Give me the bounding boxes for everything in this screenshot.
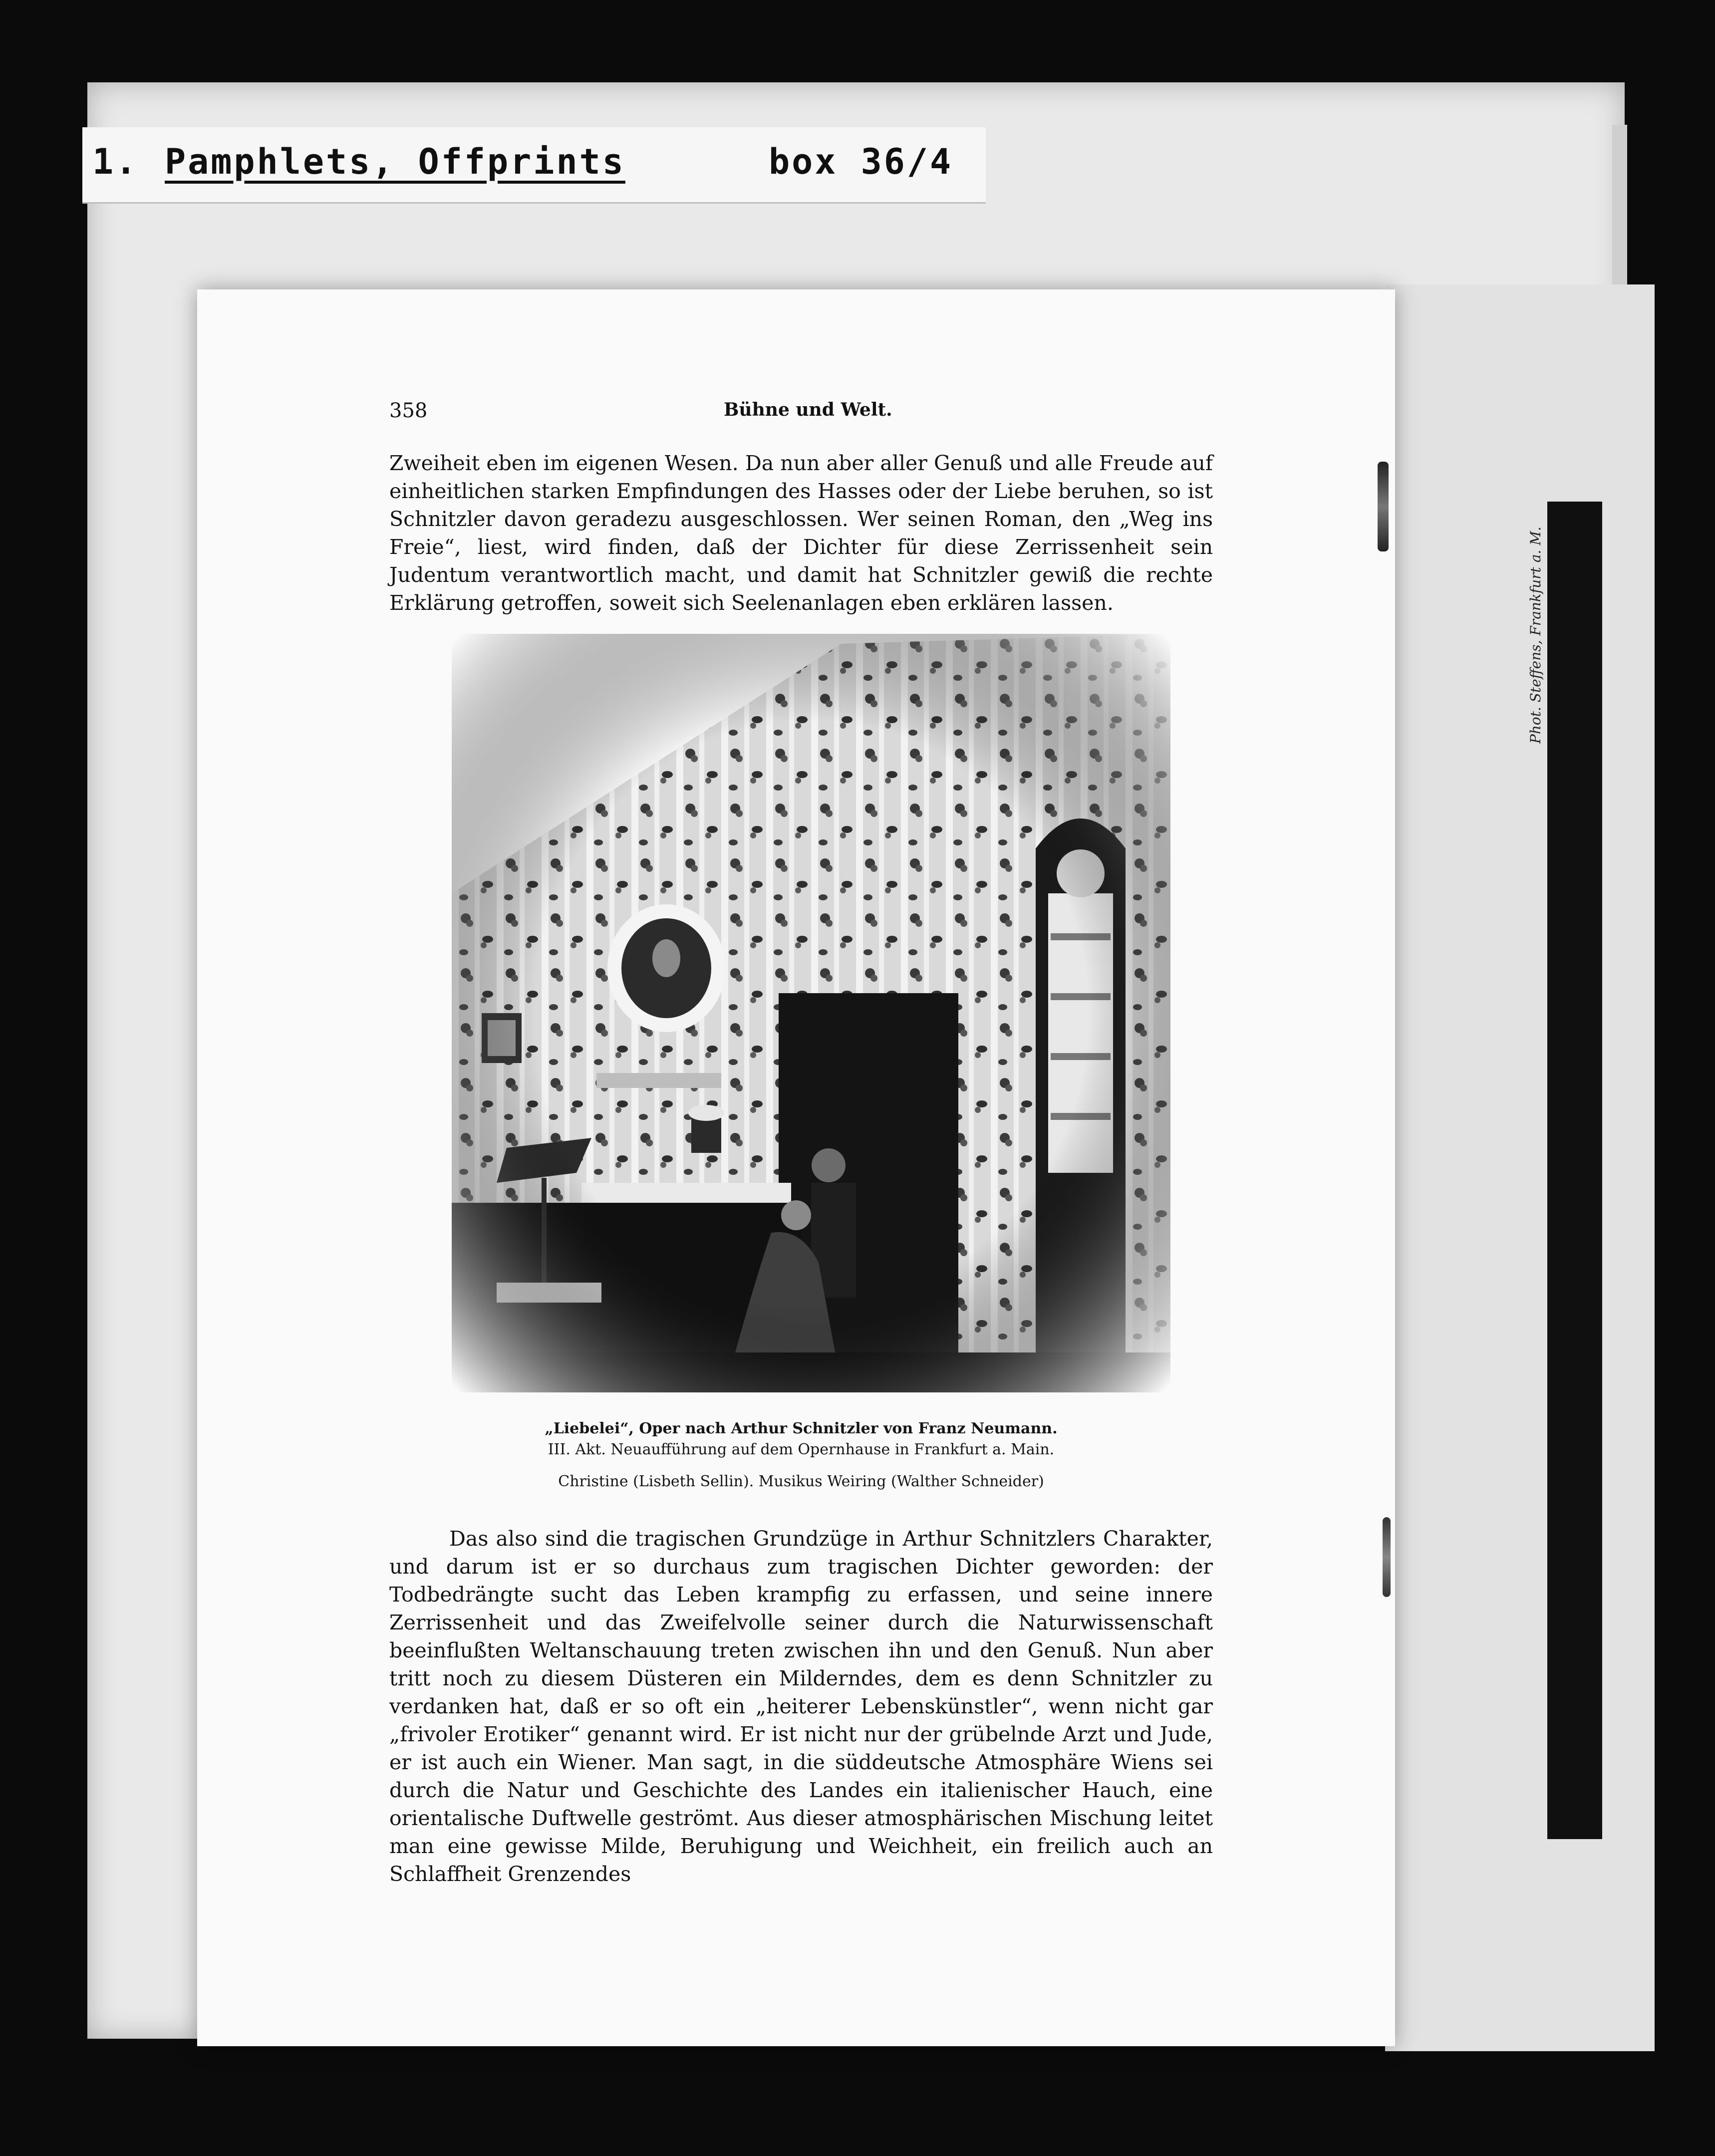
caption-cast: Christine (Lisbeth Sellin). Musikus Weiring (Walther Schneider)	[558, 1473, 1044, 1490]
label-title: Pamphlets, Offprints	[165, 141, 625, 182]
label-number: 1.	[92, 141, 139, 182]
stage-photo	[452, 634, 1170, 1392]
archive-label	[82, 127, 986, 204]
photo-credit: Phot. Steffens, Frankfurt a. M.	[1527, 527, 1544, 744]
caption-title: „Liebelei“, Oper nach Arthur Schnitzler von Franz Neumann.	[545, 1420, 1058, 1437]
dark-margin-band	[1547, 502, 1602, 1839]
caption-act: III. Akt. Neuaufführung auf dem Opernhause in Frankfurt a. Main.	[548, 1441, 1055, 1458]
page-number: 358	[389, 399, 428, 422]
paragraph-bottom: Das also sind die tragischen Grundzüge in Arthur Schnitzlers Charakter, und darum ist er so durchaus zum tragischen Dichter geworden: der Todbedrängte sucht das Leben krampfig zu erfassen, und seine innere Zerrissenheit und das Zweifelvolle seiner durch die Naturwissenschaft beeinflußten Weltanschauung treten zwischen ihn und den Genuß. Nun aber tritt noch zu diesem Düsteren ein Milderndes, dem es denn Schnitzler zu verdanken hat, daß er so oft ein „heiterer Lebenskünstler“, wenn nicht gar „frivoler Erotiker“ genannt wird. Er ist nicht nur der grübelnde Arzt und Jude, er ist auch ein Wiener. Man sagt, in die süddeutsche Atmosphäre Wiens sei durch die Natur und Geschichte des Landes ein italienischer Hauch, eine orientalische Duftwelle geströmt. Aus dieser atmosphärischen Mischung leitet man eine gewisse Milde, Beruhigung und Weichheit, ein freilich auch an Schlaffheit Grenzendes	[389, 1527, 1213, 1886]
paragraph-top: Zweiheit eben im eigenen Wesen. Da nun aber aller Genuß und alle Freude auf einheitlichen starken Empfindungen des Hasses oder der Liebe beruhen, so ist Schnitzler davon geradezu ausgeschlossen. Wer seinen Roman, den „Weg ins Freie“, liest, wird finden, daß der Dichter für diese Zerrissenheit sein Judentum verantwortlich macht, und damit hat Schnitzler gewiß die rechte Erklärung getroffen, soweit sich Seelenanlagen eben erklären lassen.	[389, 451, 1213, 615]
binder-clip-icon	[1378, 462, 1389, 551]
binder-clip-icon	[1383, 1517, 1391, 1597]
page-header	[389, 399, 1213, 429]
running-head: Bühne und Welt.	[724, 399, 892, 420]
page-fold-strip	[1385, 284, 1655, 2051]
label-box-number: box 36/4	[769, 141, 953, 182]
